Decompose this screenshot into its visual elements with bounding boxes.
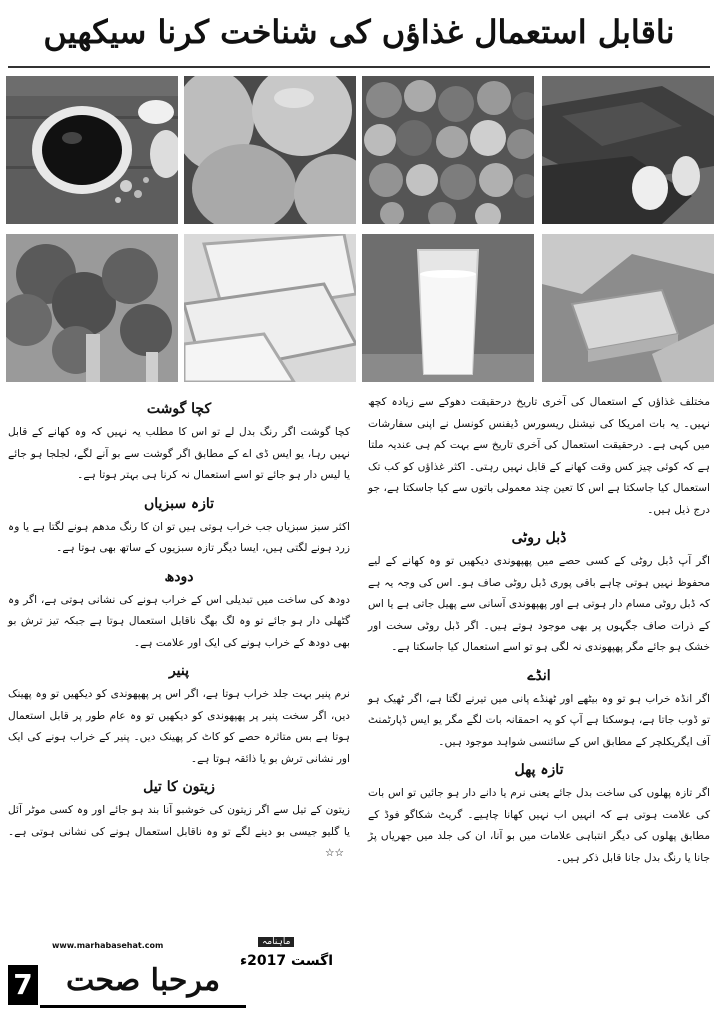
olive-oil-heading: زیتون کا تیل <box>143 779 215 795</box>
bread-photo <box>184 234 356 382</box>
cheese-paragraph: نرم پنیر بہت جلد خراب ہوتا ہے، اگر اس پر پھپھوندی کو دیکھیں تو وہ پھینک دیں، اگر سخت پنیر پر پھپھوندی کو دیکھیں تو وہ عام طور پر قابل استعمال ہوتا ہے بس متاثرہ حصے کو کاٹ کر پھینک دیں۔ پنیر کے خراب ہونے کی ایک اور نشانی ترش بو یا ذائقہ ہوتا ہے۔ <box>8 688 350 765</box>
vegetables-heading: تازہ سبزیاں <box>143 495 215 512</box>
milk-paragraph: دودھ کی ساخت میں تبدیلی اس کے خراب ہونے کی نشانی ہوتی ہے، اگر وہ گٹھلی دار ہو جائے تو وہ لگ بھگ ناقابل استعمال ہوتا ہے جبکہ تیز ترش بو بھی دودھ کے خراب ہونے کی ایک اور علامت ہے۔ <box>8 593 350 649</box>
monthly-label: ماہنامہ <box>258 937 294 947</box>
page-title: ناقابل استعمال غذاؤں کی شناخت کرنا سیکھیں <box>43 13 675 51</box>
raw-meat-photo <box>542 76 714 224</box>
page-number: 7 <box>8 965 38 1005</box>
title-divider <box>8 66 710 68</box>
intro-paragraph: مختلف غذاؤں کے استعمال کی آخری تاریخ درحقیقت دھوکے سے زیادہ کچھ نہیں۔ یہ بات امریکا کی نیشنل ریسورس ڈیفنس کونسل نے اپنی سفارشات میں کہی ہے۔ درحقیقت استعمال کی آخری تاریخ سے بہت کم ہی عندیہ ملتا ہے کہ کوئی چیز کس وقت کھانے کے قابل نہیں رہتی۔ اکثر غذاؤں کو کب تک استعمال کیا جاسکتا ہے اس کا تعین چند معمولی باتوں سے کیا جاسکتا ہے، جو درج ذیل ہیں۔ <box>368 396 710 516</box>
right-column <box>368 392 710 873</box>
eggs-photo <box>184 76 356 224</box>
stars-ornament: ☆☆ <box>325 847 344 859</box>
eggs-heading: انڈے <box>527 667 551 684</box>
bread-paragraph: اگر آپ ڈبل روٹی کے کسی حصے میں پھپھوندی دیکھیں تو وہ کھانے کے لیے محفوظ نہیں ہوتی چاہے باقی پوری ڈبل روٹی صاف ہو۔ اس کی وجہ یہ ہے کہ ڈبل روٹی مسام دار ہوتی ہے اور پھپھوندی آسانی سے پھیل جاتی ہے یا اس کے ذرات صاف جگہوں پر بھی موجود ہوتے ہیں۔ اگر ڈبل روٹی سخت اور خشک ہو جائے مگر پھپھوندی نہ لگی ہو تو اسے استعمال کیا جاسکتا ہے۔ <box>368 555 710 653</box>
magazine-logo: مرحبا صحت <box>40 957 246 1008</box>
milk-glass-photo <box>362 234 534 382</box>
olive-oil-photo <box>6 76 178 224</box>
issue-date: اگست 2017ء <box>240 953 334 969</box>
fruits-vegetables-photo <box>362 76 534 224</box>
vegetables-paragraph: اکثر سبز سبزیاں جب خراب ہوتی ہیں تو ان کا رنگ مدھم ہونے لگتا ہے یا وہ زرد ہونے لگتی ہیں، ایسا دیگر تازہ سبزیوں کے ساتھ بھی ہوتا ہے۔ <box>8 520 350 554</box>
fruit-heading: تازہ پھل <box>514 762 564 778</box>
cheese-photo <box>542 234 714 382</box>
magazine-footer <box>8 935 350 1017</box>
milk-heading: دودھ <box>164 568 194 585</box>
website-url: www.marhabasehat.com <box>52 941 164 950</box>
olive-oil-text: زیتون کے تیل سے اگر زیتون کی خوشبو آنا بند ہو جائے اور وہ کسی موٹر آئل یا گلیو جیسی بو دینے لگے تو وہ ناقابل استعمال ہونے کی نشانی ہوتی ہے۔ <box>8 804 350 838</box>
fruit-paragraph: اگر تازہ پھلوں کی ساخت بدل جائے یعنی نرم یا دانے دار ہو جائیں تو اس بات کی علامت ہوتی ہے کہ انہیں اب نہیں کھانا چاہیے۔ گریٹ شکاگو فوڈ کے مطابق پھلوں کی دیگر انتباہی علامات میں بو آنا، ان کی جلد میں جھریاں پڑ جانا یا رنگ بدل جانا قابل ذکر ہیں۔ <box>368 787 710 864</box>
olive-oil-paragraph <box>8 800 350 865</box>
left-column <box>8 392 350 869</box>
meat-paragraph: کچا گوشت اگر رنگ بدل لے تو اس کا مطلب یہ نہیں کہ وہ کھانے کے قابل نہیں رہا، یو ایس ڈی اے کے مطابق اگر گوشت سے بو آنے لگے، لجلجا ہو جائے یا لیس دار ہو جائے تو اسے استعمال نہ کرنا ہی بہتر ہوتا ہے۔ <box>8 426 350 481</box>
cheese-heading: پنیر <box>168 663 190 679</box>
broccoli-photo <box>6 234 178 382</box>
bread-heading: ڈبل روٹی <box>511 530 567 546</box>
eggs-paragraph: اگر انڈہ خراب ہو تو وہ بیٹھے اور ٹھنڈے پانی میں تیرنے لگتا ہے، اگر ٹھیک ہو تو ڈوب جاتا ہے، ہوسکتا ہے آپ کو یہ احمقانہ بات لگے مگر یو ایس ڈپارٹمنٹ آف ایگریکلچر کے مطابق اس کے سائنسی شواہد موجود ہیں۔ <box>368 692 710 748</box>
meat-heading: کچا گوشت <box>146 401 212 417</box>
